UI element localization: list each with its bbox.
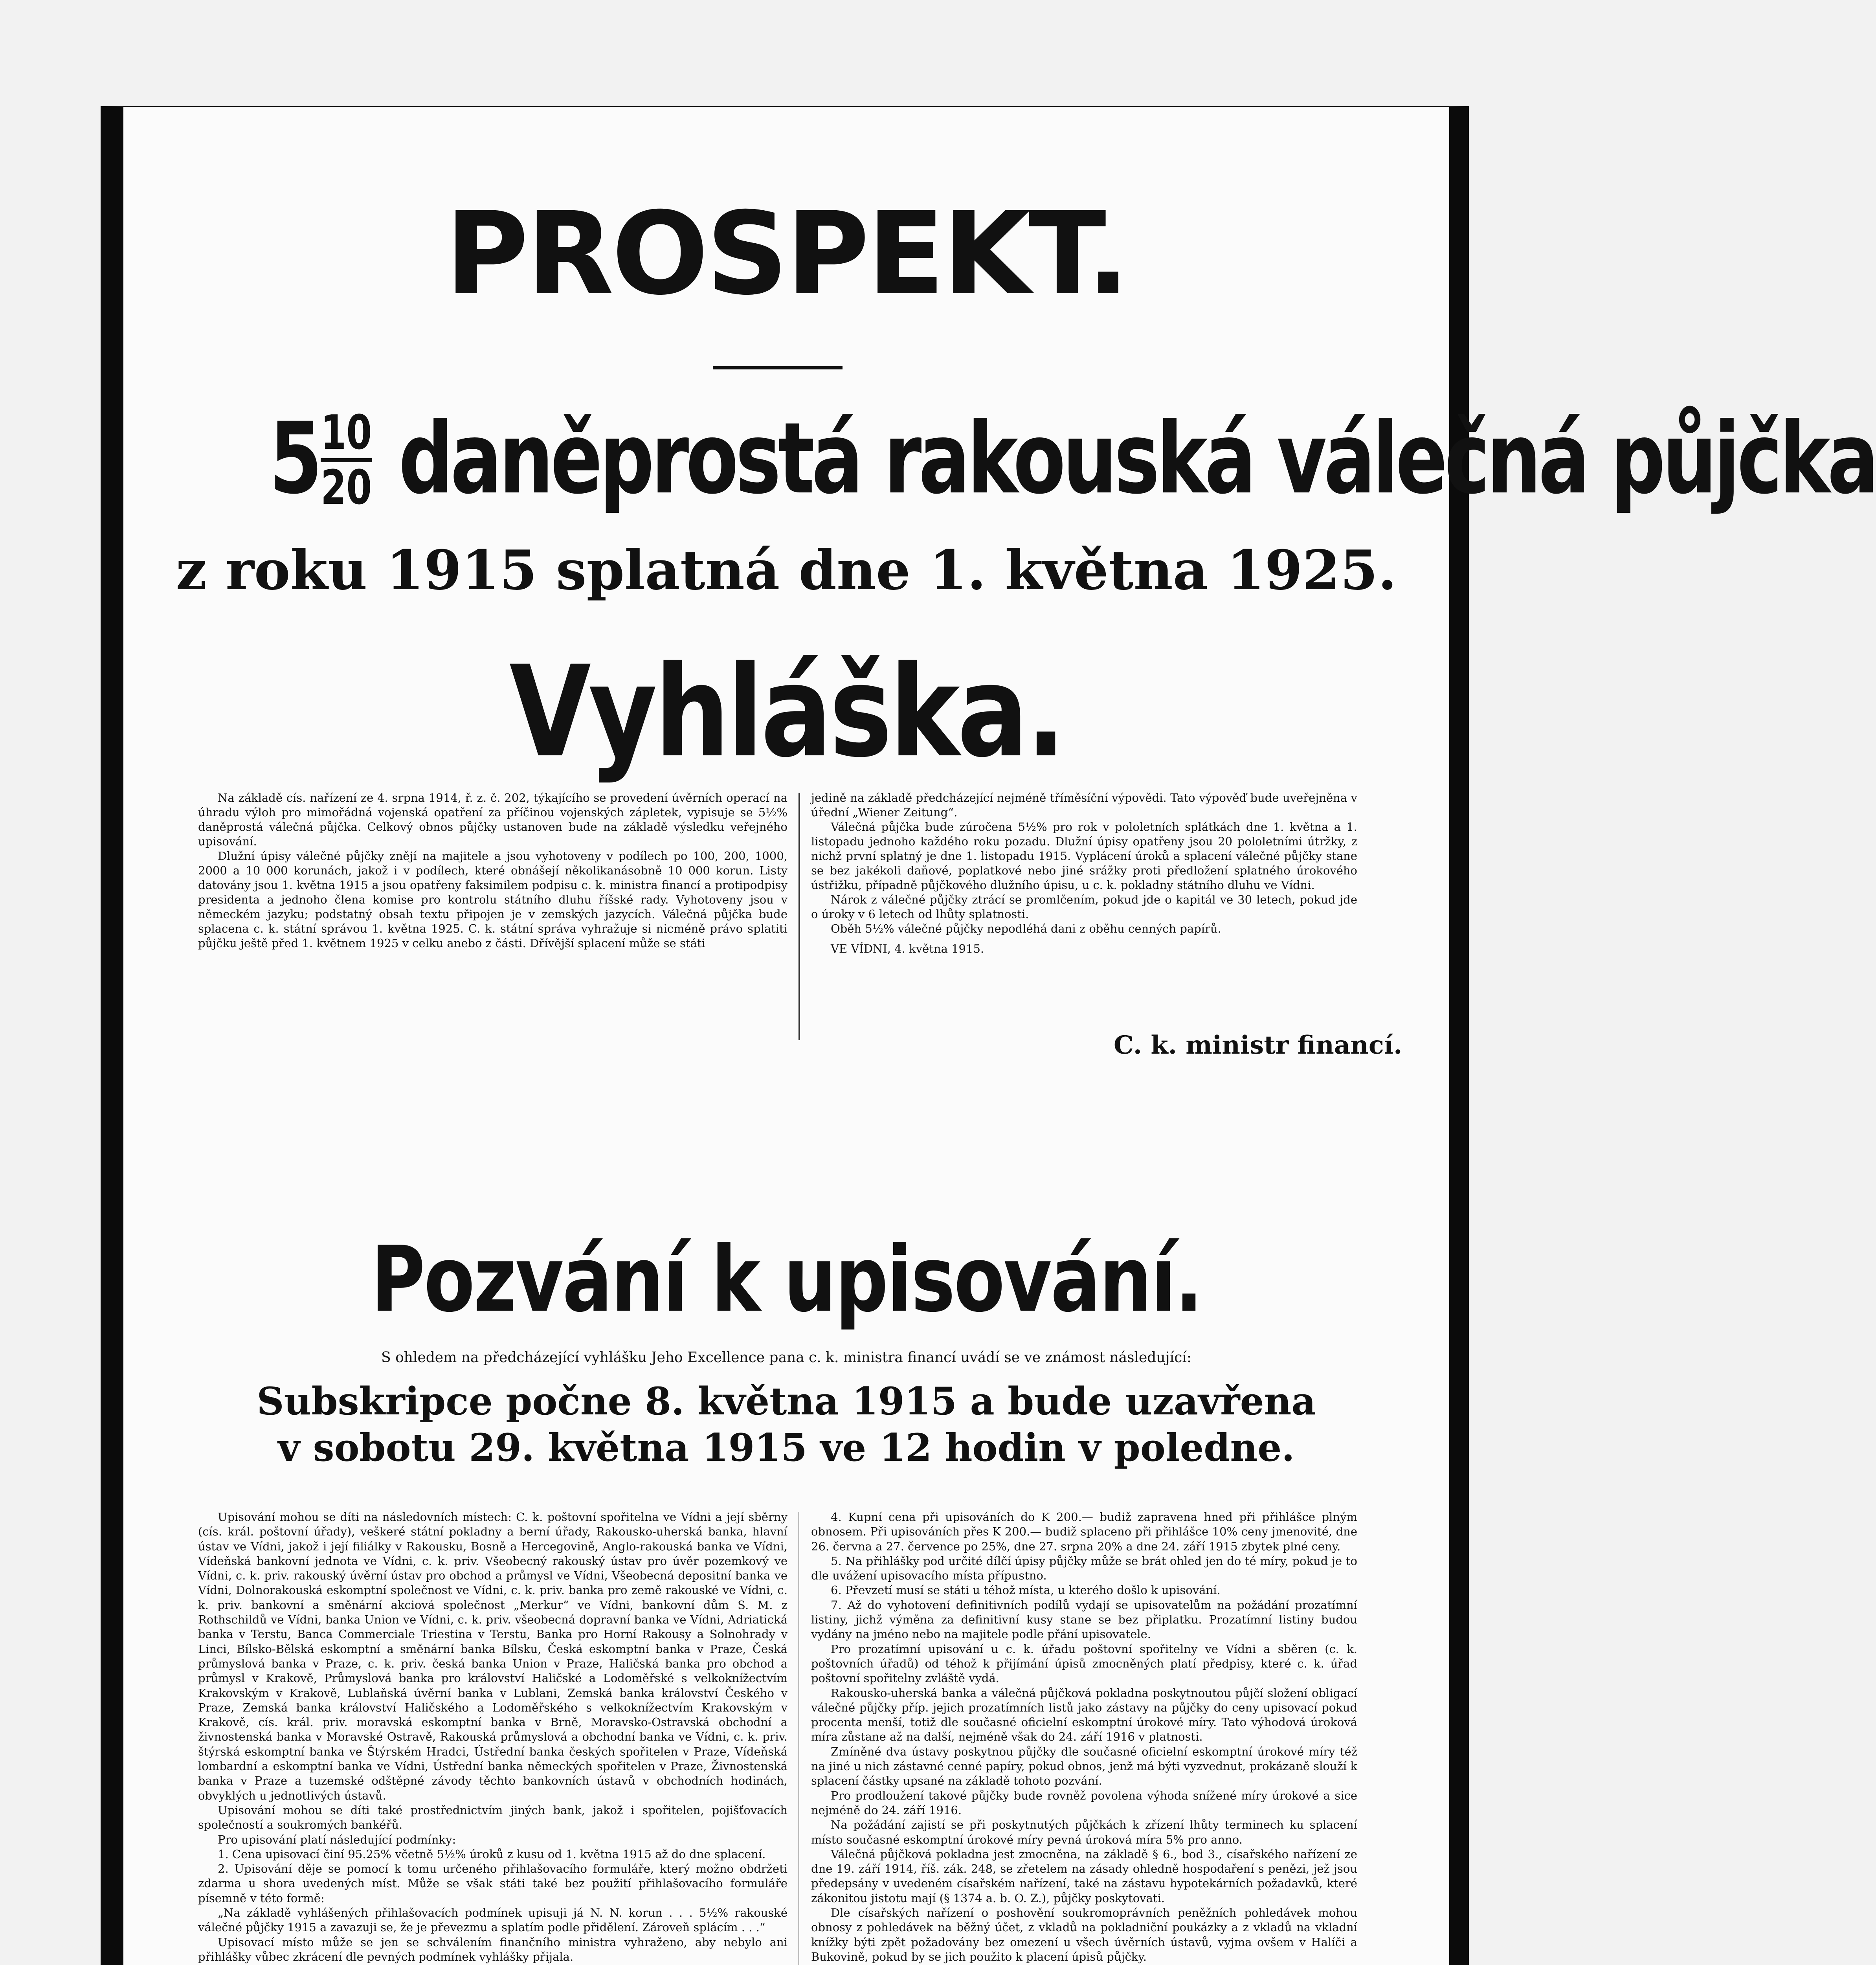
invitation-paragraph: 2. Upisování děje se pomocí k tomu určeného přihlašovacího formuláře, který možno obdržeti zdarma u shora uvedených míst. Může se však státi také bez použití přihlašovacího formuláře písemně v této formě: <box>198 1862 787 1905</box>
invitation-paragraph: Pro prodloužení takové půjčky bude rovněž povolena výhoda snížené míry úrokové a sice nejméně do 24. září 1916. <box>811 1789 1357 1817</box>
invitation-paragraph: 7. Až do vyhotovení definitivních podílů vydají se upisovatelům na požádání prozatímní listiny, jichž výměna za definitivní kusy stane se bez připlatku. Prozatímní listiny budou vydány na jméno nebo na majitele podle přání upisovatele. <box>811 1598 1357 1641</box>
subscription-line-1: Subskripce počne 8. května 1915 a bude uzavřena <box>257 1379 1316 1423</box>
title-rule <box>713 366 843 369</box>
loan-title-text: daněprostá rakouská válečná půjčka <box>398 401 1876 516</box>
invitation-divider <box>798 1512 799 1965</box>
announcement-paragraph: Dlužní úpisy válečné půjčky znějí na majitele a jsou vyhotoveny v podílech po 100, 200, 1000, 2000 a 10 000 korunách, jakož i v podílech, které obnášejí několikanásobně 10 000 korun. Listy datovány jsou 1. května 1915 a jsou opatřeny faksimilem podpisu c. k. ministra financí a protipodpisy presidenta a jednoho člena komise pro kontrolu státního dluhu říšské rady. Vyhotoveny jsou v německém jazyku; podstatný obsah textu připojen je v zemských jazycích. Válečná půjčka bude splacena c. k. státní správou 1. května 1925. C. k. státní správa vyhražuje si nicméně právo splatiti půjčku ještě před 1. květnem 1925 v celku anebo z části. Dřívější splacení může se státi <box>198 849 787 950</box>
poster-title: PROSPEKT. <box>445 188 1128 320</box>
poster-frame <box>101 106 1876 1965</box>
announcement-signature: C. k. ministr financí. <box>1114 1030 1402 1060</box>
invitation-paragraph: Dle císařských nařízení o poshovění soukromoprávních peněžních pohledávek mohou obnosy z pohledávek na běžný účet, z vkladů na pokladniční poukázky a z vkladů na vkladní knížky býti zpět požadovány bez omezení u všech úvěrních ústavů, vyjma ovšem v Halíči a Bukovině, pokud by se jich použito k placení úpisů půjčky. <box>811 1906 1357 1963</box>
invitation-paragraph: Rakousko-uherská banka a válečná půjčková pokladna poskytnoutou půjčí složení obligací válečné půjčky příp. jejich prozatímních listů jako zástavy na půjčky do ceny upisovací pokud procenta menší, totiž dle současné oficielní eskomptní úrokové míry. Tato výhodová úroková míra zůstane až na další, nejméně však do 24. září 1916 v platnosti. <box>811 1686 1357 1744</box>
loan-rate-whole: 5 <box>269 401 320 516</box>
loan-rate-denominator-0: 0 <box>346 461 372 515</box>
invitation-paragraph: 4. Kupní cena při upisováních do K 200.— budiž zapravena hned při přihlášce plným obnosem. Při upisováních přes K 200.— budiž splaceno při přihlášce 10% ceny jmenovité, dne 26. června a 27. července po 25%, dne 27. srpna 20% a dne 24. září 1915 zbytek plné ceny. <box>811 1510 1357 1553</box>
subscription-period <box>123 1378 1449 1471</box>
invitation-paragraph: Pro prozatímní upisování u c. k. úřadu poštovní spořitelny ve Vídni a sběren (c. k. poštovních úřadů) od téhož k přijímání úpisů zmocněných platí předpisy, které c. k. úřad poštovní spořitelny zvláště vydá. <box>811 1642 1357 1685</box>
loan-rate-numerator: 10 <box>321 410 372 462</box>
loan-rate-denominator: 20 <box>321 461 372 515</box>
invitation-paragraph: Upisování mohou se díti na následovních místech: C. k. poštovní spořitelna ve Vídni a její sběrny (cís. král. poštovní úřady), veškeré státní pokladny a berní úřady, Rakousko-uherská banka, hlavní ústav ve Vídni, jakož i její filiálky v Rakousku, Bosně a Hercegovině, Anglo-rakouská banka ve Vídni, Vídeňská bankovní jednota ve Vídni, c. k. priv. Všeobecný rakouský ústav pro úvěr pozemkový ve Vídni, c. k. priv. rakouský úvěrní ústav pro obchod a průmysl ve Vídni, Všeobecná depositní banka ve Vídni, Dolnorakouská eskomptní společnost ve Vídni, c. k. priv. banka pro země rakouské ve Vídni, c. k. priv. bankovní a směnární akciová společnost „Merkur“ ve Vídni, bankovní dům S. M. z Rothschildů ve Vídni, banka Union ve Vídni, c. k. priv. všeobecná dopravní banka ve Vídni, Adriatická banka v Terstu, Banca Commerciale Triestina v Terstu, Banka pro Horní Rakousy a Solnohrady v Linci, Bílsko-Bělská eskomptní a směnární banka Bílsku, Česká eskomptní banka v Praze, Česká průmyslová banka v Praze, c. k. priv. česká banka Union v Praze, Haličská banka pro obchod a průmysl v Krakově, Průmyslová banka pro království Haličské a Lodoměřské s velkoknížectvím Krakovským v Krakově, Lublaňská úvěrní banka v Lublani, Zemská banka království Českého v Praze, Zemská banka království Haličského a Lodoměřského s velkoknížectvím Krakovským v Krakově, cís. král. priv. moravská eskomptní banka v Brně, Moravsko-Ostravská obchodní a živnostenská banka v Moravské Ostravě, Rakouská průmyslová a obchodní banka ve Vídni, c. k. priv. štýrská eskomptní banka ve Štýrském Hradci, Ústřední banka českých spořitelen v Praze, Vídeňská lombardní a eskomptní banka ve Vídni, Ústřední banka německých spořitelen v Praze, Živnostenská banka v Praze a tuzemské odštěpné závody těchto bankovních ústavů v obchodních hodinách, obvyklých u jednotlivých ústavů. <box>198 1510 787 1802</box>
invitation-paragraph: 1. Cena upisovací činí 95.25% včetně 5½% úroků z kusu od 1. května 1915 až do dne splacení. <box>218 1847 766 1861</box>
subscription-line-2: v sobotu 29. května 1915 ve 12 hodin v poledne. <box>278 1425 1295 1470</box>
invitation-left-column <box>198 1510 787 1965</box>
invitation-paragraph: Upisovací místo může se jen se schválením finančního ministra vyhraženo, aby nebylo ani přihlášky vůbec zkrácení dle pevných podmínek vyhlášky přijala. <box>198 1935 787 1963</box>
invitation-paragraph: „Na základě vyhlášených přihlašovacích podmínek upisuji já N. N. korun . . . 5½% rakouské válečné půjčky 1915 a zavazuji se, že je převezmu a splatím podle přidělení. Zároveň splácím . . .“ <box>198 1906 787 1934</box>
invitation-paragraph: 6. Převzetí musí se státi u téhož místa, u kterého došlo k upisování. <box>831 1583 1221 1597</box>
invitation-paragraph: Zmíněné dva ústavy poskytnou půjčky dle současné oficielní eskomptní úrokové míry též na jiné u nich zástavné cenné papíry, pokud obnos, jenž má býti vyzvednut, prokázaně slouží k splacení částky upsané na základě tohoto pozvání. <box>811 1745 1357 1788</box>
announcement-heading: Vyhláška. <box>509 639 1063 785</box>
loan-title <box>269 401 1876 516</box>
invitation-right-column <box>811 1510 1357 1965</box>
invitation-paragraph: Pro upisování platí následující podmínky: <box>218 1833 456 1846</box>
announcement-paragraph: Válečná půjčka bude zúročena 5½% pro rok v pololetních splátkách dne 1. května a 1. listopadu jednoho každého roku pozadu. Dlužní úpisy opatřeny jsou 20 pololetními útržky, z nichž první splatný je dne 1. listopadu 1915. Vyplácení úroků a splacení válečné půjčky stane se bez jakékoli daňové, poplatkové nebo jiné srážky proti předložení splatného úrokového ústřižku, případně půjčkového dlužního úpisu, u c. k. pokladny státního dluhu ve Vídni. <box>811 820 1357 892</box>
announcement-left-column <box>198 791 787 951</box>
invitation-paragraph: 5. Na přihlášky pod určité dílčí úpisy půjčky může se brát ohled jen do té míry, pokud je to dle uvážení upisovacího místa přípustno. <box>811 1554 1357 1583</box>
loan-rate-fraction <box>321 406 372 515</box>
announcement-paragraph: jedině na základě předcházející nejméně tříměsíční výpovědi. Tato výpověď bude uveřejněna v úřední „Wiener Zeitung“. <box>811 791 1357 819</box>
announcement-right-column <box>811 791 1357 956</box>
invitation-heading: Pozvání k upisování. <box>371 1227 1202 1332</box>
announcement-date: VE VÍDNI, 4. května 1915. <box>831 942 984 955</box>
announcement-paragraph: Oběh 5½% válečné půjčky nepodléhá dani z oběhu cenných papírů. <box>831 922 1221 935</box>
announcement-paragraph: Nárok z válečné půjčky ztrácí se promlčením, pokud jde o kapitál ve 30 letech, pokud jde o úroky v 6 letech od lhůty splatnosti. <box>811 893 1357 921</box>
loan-subtitle: z roku 1915 splatná dne 1. května 1925. <box>176 538 1397 602</box>
loan-rate-numerator-0: 0 <box>346 406 372 460</box>
announcement-divider <box>798 793 800 1040</box>
invitation-paragraph: Upisování mohou se díti také prostřednictvím jiných bank, jakož i spořitelen, pojišťovacích společností a soukromých bankéřů. <box>198 1803 787 1832</box>
announcement-paragraph: Na základě cís. nařízení ze 4. srpna 1914, ř. z. č. 202, týkajícího se provedení úvěrních operací na úhradu výloh pro mimořádná vojenská opatření za příčinou vojenských zápletek, vypisuje se 5½% daněprostá válečná půjčka. Celkový obnos půjčky ustanoven bude na základě výsledku veřejného upisování. <box>198 791 787 848</box>
invitation-paragraph: Válečná půjčková pokladna jest zmocněna, na základě § 6., bod 3., císařského nařízení ze dne 19. září 1914, říš. zák. 248, se zřetelem na zásady ohledně hospodaření s penězi, jež jsou předepsány v uvedeném císařském nařízení, také na zástavu hypotekárních požadavků, které zákonitou jistotu mají (§ 1374 a. b. O. Z.), půjčky poskytovati. <box>811 1847 1357 1905</box>
invitation-paragraph: Na požádání zajistí se při poskytnutých půjčkách k zřízení lhůty terminech ku splacení místo současné eskomptní úrokové míry pevná úroková míra 5% pro anno. <box>811 1818 1357 1846</box>
invitation-intro: S ohledem na předcházející vyhlášku Jeho Excellence pana c. k. ministra financí uvádí se ve známost následující: <box>381 1350 1192 1366</box>
